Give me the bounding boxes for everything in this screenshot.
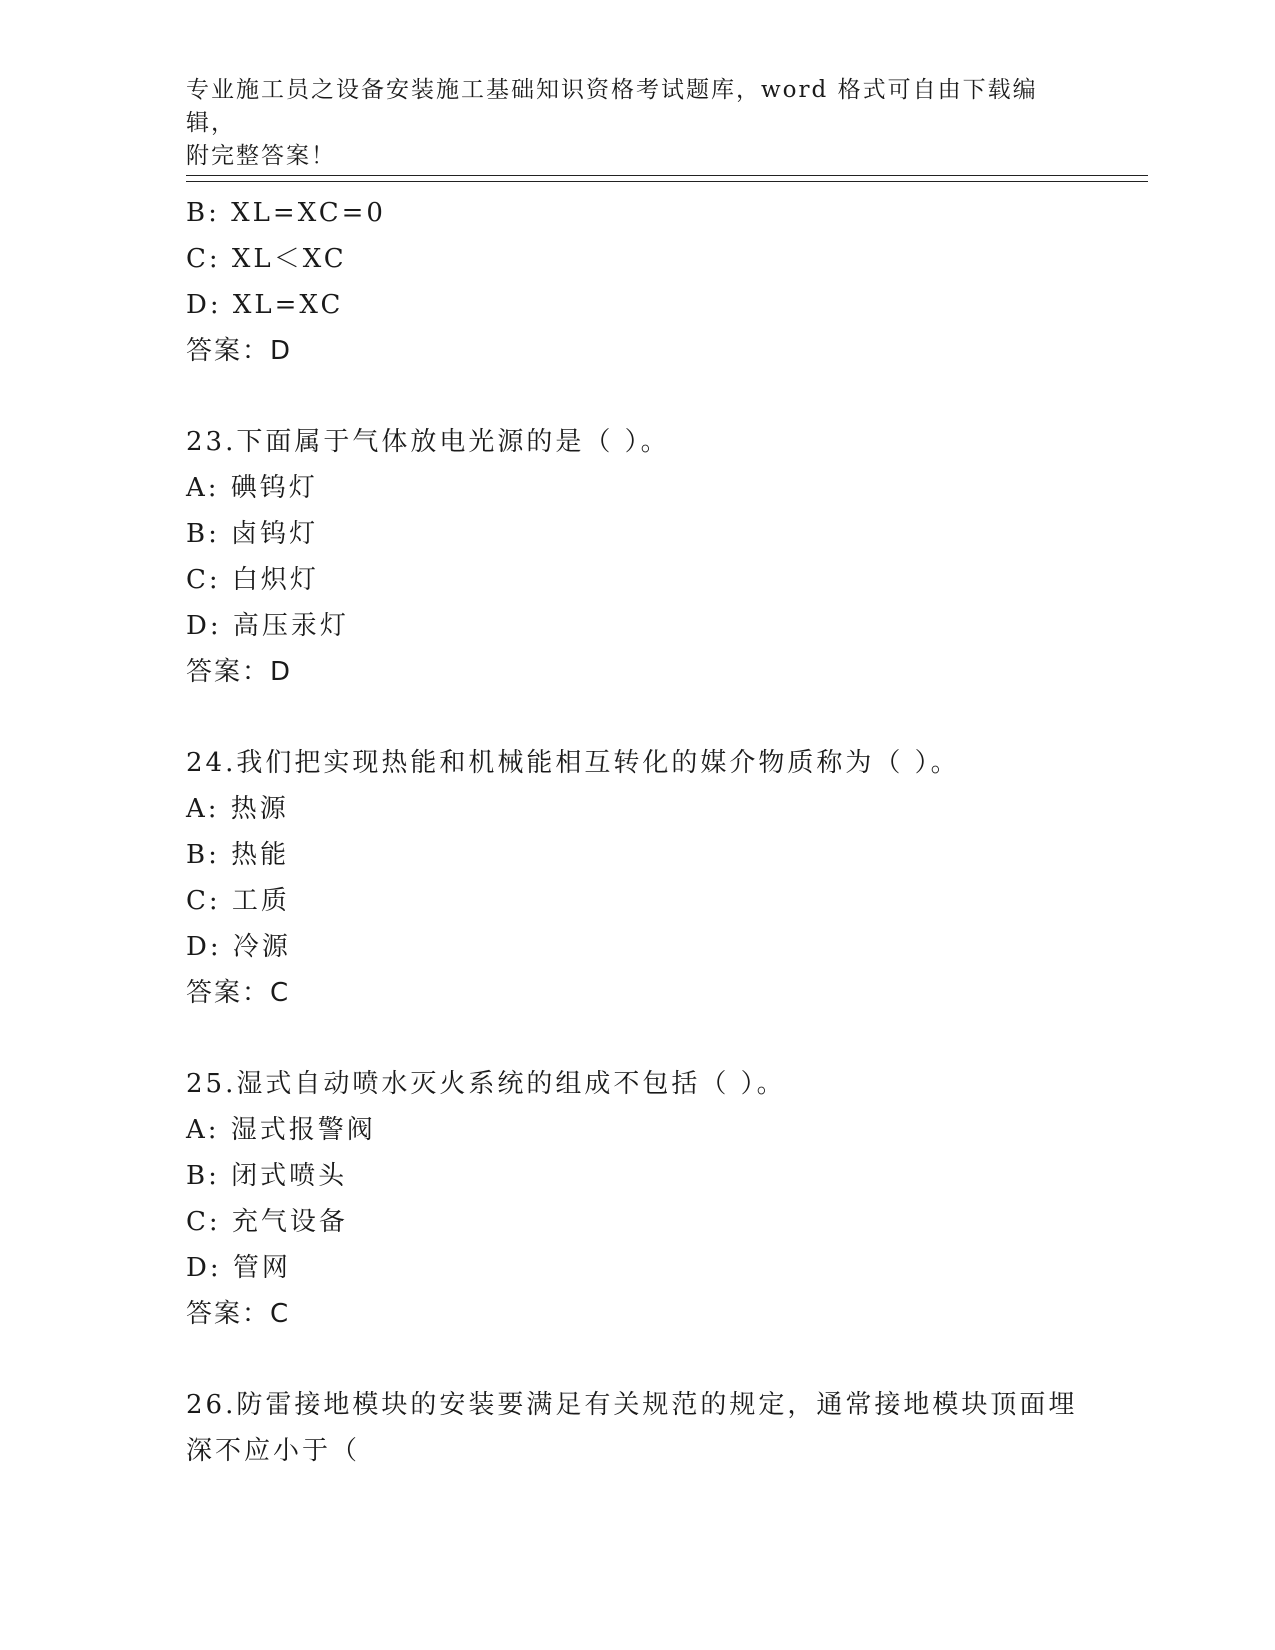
header-line-2: 附完整答案！	[186, 143, 336, 169]
option-d: D: 管网	[186, 1253, 291, 1283]
option-a: A: 热源	[186, 794, 289, 824]
option-a: A: 湿式报警阀	[186, 1115, 376, 1145]
option-d: D: XL=XC	[186, 290, 344, 320]
option-b: B: 热能	[186, 840, 290, 870]
answer: 答案：C	[186, 978, 291, 1008]
question-text: 24.我们把实现热能和机械能相互转化的媒介物质称为（ ）。	[186, 748, 960, 778]
question-text-line-2: 深不应小于（	[186, 1436, 361, 1466]
option-c: C: 充气设备	[186, 1207, 348, 1237]
question-text: 23.下面属于气体放电光源的是（ ）。	[186, 427, 670, 457]
option-d: D: 冷源	[186, 932, 291, 962]
spacer	[186, 695, 1106, 740]
answer: 答案：D	[186, 336, 293, 366]
question-22	[186, 190, 1106, 374]
question-25	[186, 1061, 1106, 1337]
option-c: C: 工质	[186, 886, 290, 916]
question-26	[186, 1382, 1106, 1474]
document-header	[186, 74, 1086, 173]
question-23	[186, 419, 1106, 695]
option-b: B: 卤钨灯	[186, 519, 319, 549]
option-a: A: 碘钨灯	[186, 473, 318, 503]
spacer	[186, 1016, 1106, 1061]
header-line-1: 专业施工员之设备安装施工基础知识资格考试题库，word 格式可自由下载编辑，	[186, 77, 1038, 136]
answer: 答案：D	[186, 657, 293, 687]
question-text-line-1: 26.防雷接地模块的安装要满足有关规范的规定，通常接地模块顶面埋	[186, 1390, 1078, 1420]
spacer	[186, 1337, 1106, 1382]
question-text: 25.湿式自动喷水灭火系统的组成不包括（ ）。	[186, 1069, 786, 1099]
option-d: D: 高压汞灯	[186, 611, 349, 641]
question-24	[186, 740, 1106, 1016]
option-b: B: XL=XC=0	[186, 198, 386, 228]
header-divider-bottom	[186, 181, 1148, 182]
option-b: B: 闭式喷头	[186, 1161, 348, 1191]
answer: 答案：C	[186, 1299, 291, 1329]
header-divider-top	[186, 175, 1148, 176]
question-list	[186, 190, 1106, 1474]
option-c: C: XL＜XC	[186, 244, 347, 274]
option-c: C: 白炽灯	[186, 565, 319, 595]
spacer	[186, 374, 1106, 419]
